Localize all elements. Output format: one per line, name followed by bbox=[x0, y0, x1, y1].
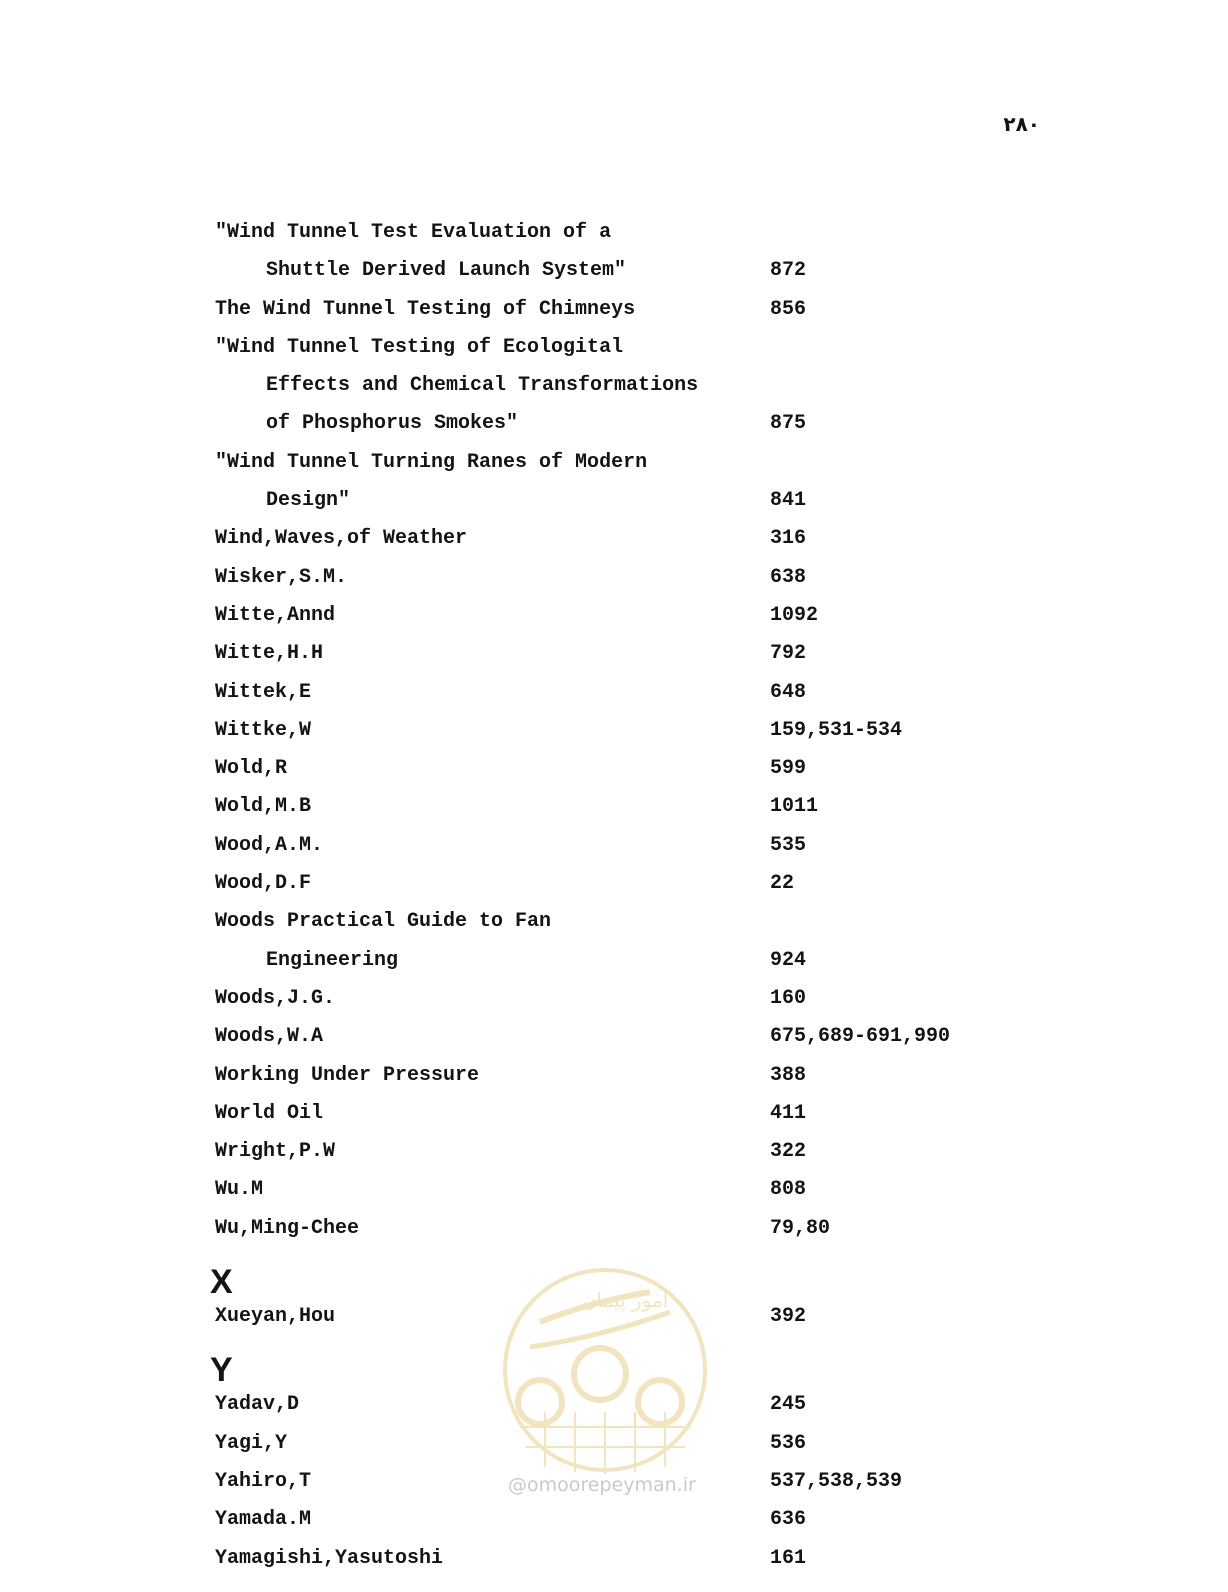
index-entry bbox=[0, 371, 1228, 409]
index-entry bbox=[0, 639, 1228, 677]
entry-term: Engineering bbox=[266, 948, 399, 972]
index-entry bbox=[0, 1505, 1228, 1543]
entry-pages: 638 bbox=[770, 565, 807, 589]
entry-term: Wittek,E bbox=[215, 680, 312, 704]
entry-pages: 924 bbox=[770, 948, 807, 972]
watermark-logo-text: امور پیمان bbox=[581, 1288, 669, 1312]
index-entry bbox=[0, 448, 1228, 486]
section-letter: X bbox=[210, 1263, 233, 1302]
entry-pages: 161 bbox=[770, 1546, 807, 1570]
entry-pages: 841 bbox=[770, 489, 807, 513]
entry-term: Wold,M.B bbox=[215, 795, 312, 819]
entry-term: Wu.M bbox=[215, 1178, 264, 1202]
entry-term: Wittke,W bbox=[215, 718, 312, 742]
index-entry bbox=[0, 295, 1228, 333]
entry-pages: 537,538,539 bbox=[770, 1469, 903, 1493]
entry-term: Wood,D.F bbox=[215, 872, 312, 896]
entry-pages: 536 bbox=[770, 1431, 807, 1455]
entry-term: The Wind Tunnel Testing of Chimneys bbox=[215, 297, 636, 321]
index-entry bbox=[0, 678, 1228, 716]
entry-pages: 1092 bbox=[770, 603, 819, 627]
entry-term: Wright,P.W bbox=[215, 1140, 336, 1164]
index-entry bbox=[0, 1137, 1228, 1175]
entry-term: "Wind Tunnel Testing of Ecologital bbox=[215, 335, 624, 359]
entry-pages: 675,689-691,990 bbox=[770, 1025, 951, 1049]
entry-term: Yagi,Y bbox=[215, 1431, 288, 1455]
index-entry bbox=[0, 831, 1228, 869]
index-entry bbox=[0, 1061, 1228, 1099]
entry-term: Design" bbox=[266, 489, 351, 513]
index-entry bbox=[0, 218, 1228, 256]
entry-pages: 872 bbox=[770, 259, 807, 283]
entry-pages: 316 bbox=[770, 527, 807, 551]
index-entry bbox=[0, 333, 1228, 371]
entry-term: "Wind Tunnel Turning Ranes of Modern bbox=[215, 450, 648, 474]
entry-pages: 808 bbox=[770, 1178, 807, 1202]
entry-term: World Oil bbox=[215, 1101, 324, 1125]
entry-pages: 388 bbox=[770, 1063, 807, 1087]
index-entry bbox=[0, 754, 1228, 792]
entry-term: Wind,Waves,of Weather bbox=[215, 527, 468, 551]
index-entry bbox=[0, 486, 1228, 524]
entry-term: Witte,Annd bbox=[215, 603, 336, 627]
entry-pages: 599 bbox=[770, 757, 807, 781]
index-entry bbox=[0, 1099, 1228, 1137]
index-entry bbox=[0, 946, 1228, 984]
watermark-site: @omoorepeyman.ir bbox=[508, 1474, 696, 1496]
index-entry bbox=[0, 1022, 1228, 1060]
entry-pages: 856 bbox=[770, 297, 807, 321]
entry-term: Wu,Ming-Chee bbox=[215, 1216, 360, 1240]
entry-pages: 792 bbox=[770, 642, 807, 666]
entry-term: Yadav,D bbox=[215, 1393, 300, 1417]
index-entry bbox=[0, 792, 1228, 830]
entry-term: Wold,R bbox=[215, 757, 288, 781]
entry-term: Wood,A.M. bbox=[215, 833, 324, 857]
section-letter: Y bbox=[210, 1351, 233, 1390]
entry-pages: 875 bbox=[770, 412, 807, 436]
entry-term: Witte,H.H bbox=[215, 642, 324, 666]
index-entry bbox=[0, 716, 1228, 754]
entry-term: "Wind Tunnel Test Evaluation of a bbox=[215, 221, 612, 244]
entry-term: Xueyan,Hou bbox=[215, 1305, 336, 1329]
entry-pages: 392 bbox=[770, 1305, 807, 1329]
index-entry bbox=[0, 524, 1228, 562]
entry-term: Woods,W.A bbox=[215, 1025, 324, 1049]
index-entry bbox=[0, 563, 1228, 601]
entry-term: Effects and Chemical Transformations bbox=[266, 374, 699, 398]
entry-pages: 1011 bbox=[770, 795, 819, 819]
entry-term: Shuttle Derived Launch System" bbox=[266, 259, 627, 283]
index-entry bbox=[0, 869, 1228, 907]
w-section bbox=[0, 218, 1228, 1252]
entry-term: Yamada.M bbox=[215, 1508, 312, 1532]
index-entry bbox=[0, 1175, 1228, 1213]
entry-pages: 411 bbox=[770, 1101, 807, 1125]
page-number: ۲۸۰ bbox=[1003, 112, 1040, 136]
index-entry bbox=[0, 601, 1228, 639]
index-entry bbox=[0, 1214, 1228, 1252]
entry-term: Yamagishi,Yasutoshi bbox=[215, 1546, 444, 1570]
entry-pages: 245 bbox=[770, 1393, 807, 1417]
index-entry bbox=[0, 409, 1228, 447]
entry-pages: 636 bbox=[770, 1508, 807, 1532]
entry-pages: 159,531-534 bbox=[770, 718, 903, 742]
entry-pages: 22 bbox=[770, 872, 795, 896]
entry-term: Woods Practical Guide to Fan bbox=[215, 910, 552, 934]
watermark-logo bbox=[500, 1262, 710, 1477]
index-entry bbox=[0, 984, 1228, 1022]
entry-pages: 535 bbox=[770, 833, 807, 857]
entry-term: Yahiro,T bbox=[215, 1469, 312, 1493]
entry-pages: 322 bbox=[770, 1140, 807, 1164]
index-entry bbox=[0, 1544, 1228, 1582]
index-entry bbox=[0, 907, 1228, 945]
entry-pages: 160 bbox=[770, 986, 807, 1010]
entry-pages: 648 bbox=[770, 680, 807, 704]
index-entry bbox=[0, 256, 1228, 294]
entry-pages: 79,80 bbox=[770, 1216, 831, 1240]
entry-term: Woods,J.G. bbox=[215, 986, 336, 1010]
entry-term: Wisker,S.M. bbox=[215, 565, 348, 589]
entry-term: of Phosphorus Smokes" bbox=[266, 412, 519, 436]
entry-term: Working Under Pressure bbox=[215, 1063, 480, 1087]
